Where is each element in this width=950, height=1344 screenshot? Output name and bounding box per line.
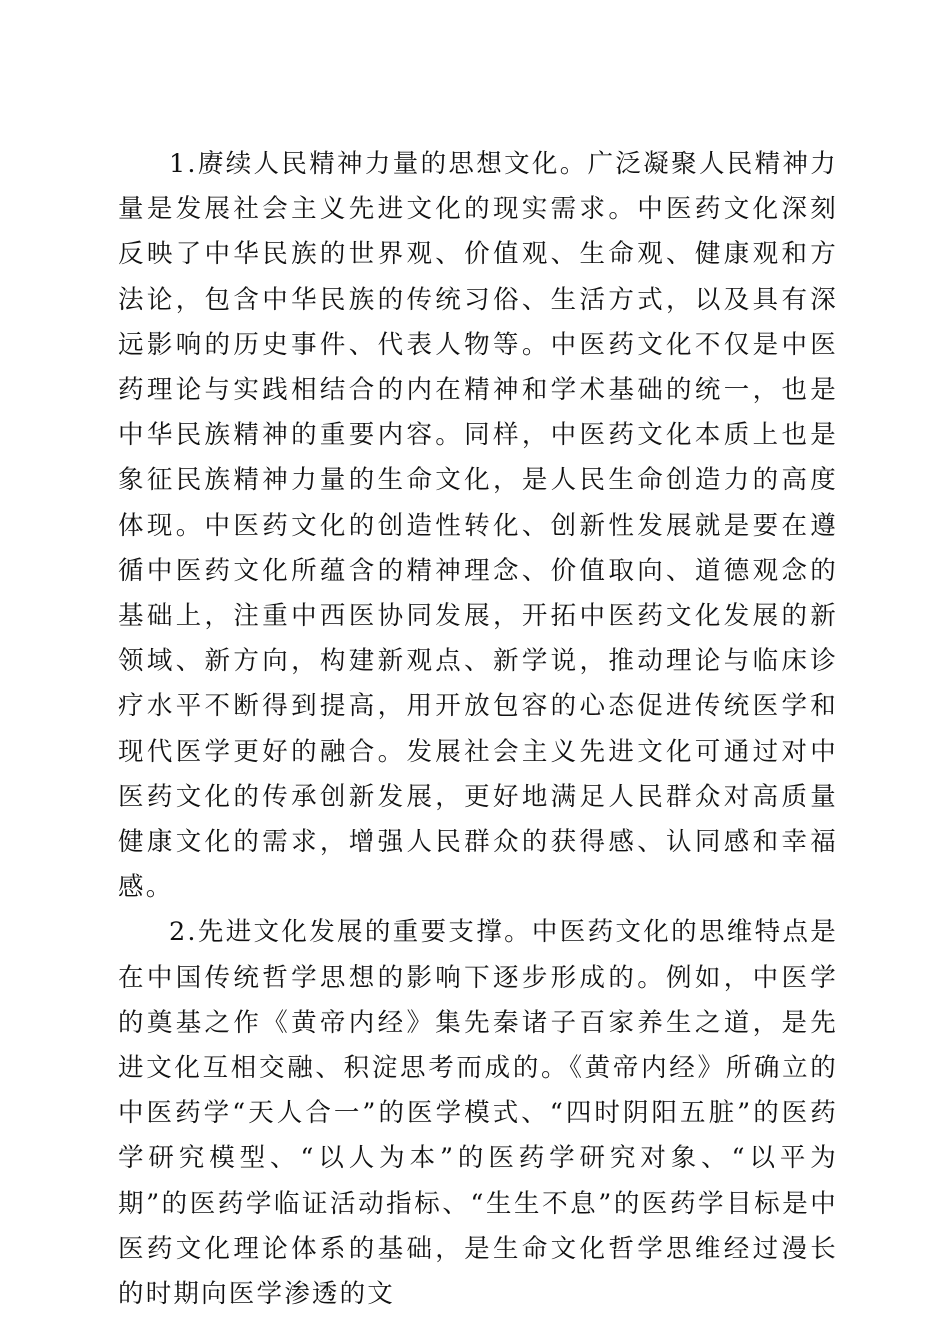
paragraph-1: 1.赓续人民精神力量的思想文化。广泛凝聚人民精神力量是发展社会主义先进文化的现实需求。中医药文化深刻反映了中华民族的世界观、价值观、生命观、健康观和方法论，包含中华民族的传统习俗、生活方式，以及具有深远影响的历史事件、代表人物等。中医药文化不仅是中医药理论与实践相结合的内在精神和学术基础的统一，也是中华民族精神的重要内容。同样，中医药文化本质上也是象征民族精神力量的生命文化，是人民生命创造力的高度体现。中医药文化的创造性转化、创新性发展就是要在遵循中医药文化所蕴含的精神理念、价值取向、道德观念的基础上，注重中西医协同发展，开拓中医药文化发展的新领域、新方向，构建新观点、新学说，推动理论与临床诊疗水平不断得到提高，用开放包容的心态促进传统医学和现代医学更好的融合。发展社会主义先进文化可通过对中医药文化的传承创新发展，更好地满足人民群众对高质量健康文化的需求，增强人民群众的获得感、认同感和幸福感。 <box>118 149 838 903</box>
paragraph-2: 2.先进文化发展的重要支撑。中医药文化的思维特点是在中国传统哲学思想的影响下逐步形成的。例如，中医学的奠基之作《黄帝内经》集先秦诸子百家养生之道，是先进文化互相交融、积淀思考而成的。《黄帝内经》所确立的中医药学“天人合一”的医学模式、“四时阴阳五脏”的医药学研究模型、“以人为本”的医药学研究对象、“以平为期”的医药学临证活动指标、“生生不息”的医药学目标是中医药文化理论体系的基础，是生命文化哲学思维经过漫长的时期向医学渗透的文 <box>118 917 838 1310</box>
document-body <box>118 142 838 1317</box>
